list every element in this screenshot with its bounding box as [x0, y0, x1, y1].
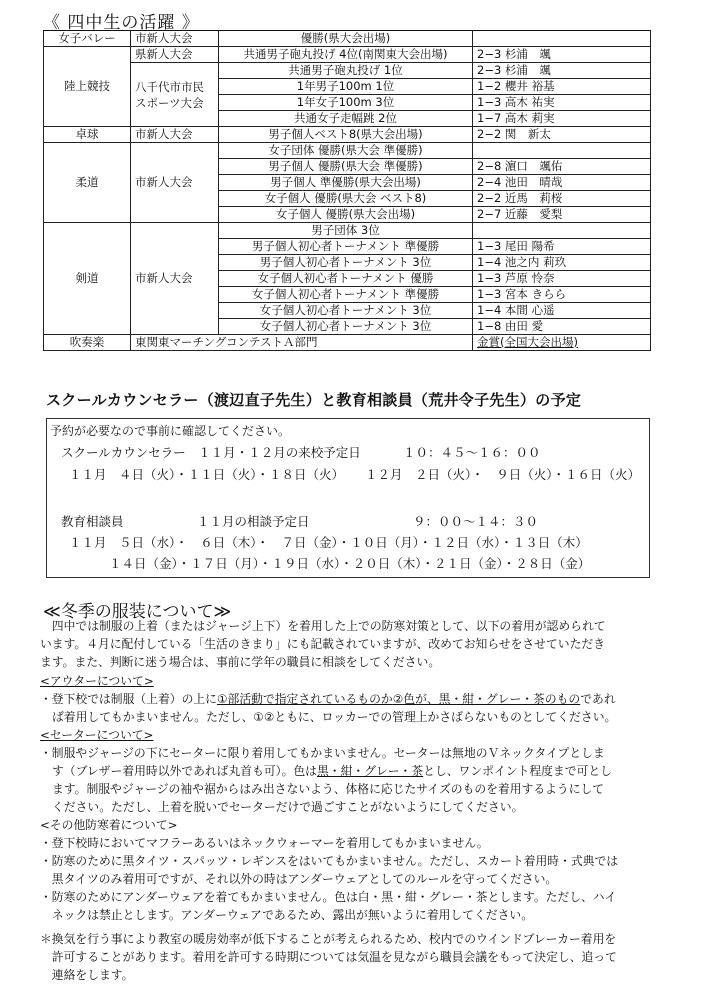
student-cell: 2−7 近藤 愛梨: [473, 207, 651, 223]
event-line: 八千代市市民: [135, 79, 204, 94]
table-row: [44, 63, 651, 79]
sweater-heading: <セーターについて>: [40, 728, 154, 742]
student-cell: 1−4 池之内 莉玖: [473, 255, 651, 271]
result-cell: 男子個人ベスト8(県大会出場): [219, 127, 473, 143]
sc-dates-nov: １１月 ４日（火）・１１日（火）・１８日（火）: [69, 467, 345, 482]
intro-line: ます。また、判断に迷う場合は、事前に学年の職員に相談をしてください。: [40, 655, 441, 669]
other-line: ネックは禁止とします。アンダーウェアであるため、露出が無いように着用してください。: [40, 908, 533, 922]
other-line: ・登下校時においてマフラーあるいはネックウォーマーを着用してもかまいません。: [40, 836, 489, 850]
sweater-line: ・制服やジャージの下にセーターに限り着用してもかまいません。セーターは無地のＶネックタイプとしま: [40, 746, 605, 760]
outer-underlined-1: ①部活動で指定されているものか: [216, 692, 393, 706]
student-cell: [473, 223, 651, 239]
counseling-title: スクールカウンセラー（渡辺直子先生）と教育相談員（荒井令子先生）の予定: [46, 391, 582, 409]
student-cell: 1−8 由田 愛: [473, 319, 651, 335]
result-cell: 1年男子100m 1位: [219, 79, 473, 95]
other-line: ・防寒のためにアンダーウェアを着てもかまいません。色は白・黒・紺・グレー・茶とします。ただし、ハイ: [40, 890, 617, 904]
result-cell: 共通男子砲丸投げ 1位: [219, 63, 473, 79]
student-cell: 2−3 杉浦 颯: [473, 63, 651, 79]
event-cell: 市新人大会: [131, 143, 219, 223]
winter-title: ≪冬季の服装について≫: [43, 602, 232, 622]
sweater-text: す（ブレザー着用時以外であれば丸首も可）。色は: [52, 764, 317, 778]
student-cell: 2−4 池田 晴哉: [473, 175, 651, 191]
other-heading: <その他防寒着について>: [40, 818, 178, 832]
club-cell: 柔道: [44, 143, 131, 223]
club-cell: 陸上競技: [44, 47, 131, 127]
result-cell: 男子個人 優勝(県大会 準優勝): [219, 159, 473, 175]
student-cell: 1−3 高木 祐実: [473, 95, 651, 111]
student-cell: 2−3 杉浦 颯: [473, 47, 651, 63]
counseling-box: [46, 418, 650, 578]
ec-dates-2: １４日（金）・１７日（月）・１９日（水）・２０日（木）・２１日（金）・２８日（金）: [109, 556, 591, 571]
result-cell: 女子個人 優勝(県大会 ベスト8): [219, 191, 473, 207]
table-row: [44, 143, 651, 159]
ec-period: １１月の相談予定日: [197, 514, 310, 529]
club-cell: 吹奏楽: [44, 335, 131, 351]
sweater-text: とし、ワンポイント程度まで可とし: [423, 764, 612, 778]
event-cell: 県新人大会: [131, 47, 219, 63]
event-cell: 市新人大会: [131, 127, 219, 143]
student-cell: 1−3 芦原 怜奈: [473, 271, 651, 287]
note-line: 連絡をします。: [40, 968, 134, 982]
event-cell: [131, 63, 219, 127]
outer-underlined-2: ②色が、黒・紺・グレー・茶のもの: [392, 692, 581, 706]
student-cell: 1−3 宮本 きらら: [473, 287, 651, 303]
windbreaker-note: [40, 930, 680, 984]
club-cell: 卓球: [44, 127, 131, 143]
result-cell: 優勝(県大会出場): [219, 31, 473, 47]
sweater-colors: 黒・紺・グレー・茶: [316, 764, 424, 778]
outer-line: ば着用してもかまいません。ただし、①②ともに、ロッカーでの管理上かさばらないものとしてください。: [52, 710, 617, 724]
result-cell: 女子個人初心者トーナメント 3位: [219, 319, 473, 335]
result-cell: 女子個人 優勝(県大会出場): [219, 207, 473, 223]
student-cell: [473, 143, 651, 159]
student-cell: 2−2 関 新太: [473, 127, 651, 143]
result-cell: 女子個人初心者トーナメント 準優勝: [219, 287, 473, 303]
note-line: ＊換気を行う事により教室の暖房効率が低下することが考えられるため、校内でのウインドブレーカー着用を: [40, 932, 617, 946]
ec-time: ９：００～１４：３０: [413, 514, 539, 529]
activities-table: [43, 30, 651, 351]
sweater-line: [40, 762, 680, 780]
sc-label: スクールカウンセラー １１月・１２月の来校予定日: [61, 445, 361, 460]
table-row: [44, 31, 651, 47]
result-cell: 共通男子砲丸投げ 4位(南関東大会出場): [219, 47, 473, 63]
result-cell: 女子個人初心者トーナメント 3位: [219, 303, 473, 319]
activities-title: 《 四中生の活躍 》: [43, 13, 200, 33]
outer-text: ・登下校では制服（上着）の上に: [40, 692, 217, 706]
result-cell: 女子個人初心者トーナメント 優勝: [219, 271, 473, 287]
award-text: 金賞(全国大会出場): [477, 335, 578, 349]
outer-section: [40, 672, 680, 726]
outer-text: であれ: [580, 692, 616, 706]
table-row: [44, 127, 651, 143]
sweater-line: ください。ただし、上着を脱いでセーターだけで過ごすことがないようにしてください。: [52, 800, 524, 814]
result-cell: 男子個人 準優勝(県大会出場): [219, 175, 473, 191]
note-line: 許可することがあります。着用を許可する時期については気温を見ながら職員会議をもって決定し、追って: [40, 950, 617, 964]
intro-line: います。４月に配付している「生活のきまり」にも記載されていますが、改めてお知らせをさせていただき: [40, 637, 605, 651]
sweater-line: ます。制服やジャージの袖や裾からはみ出さないよう、体格に応じたサイズのものを着用するようにして: [52, 782, 605, 796]
club-cell: 剣道: [44, 223, 131, 335]
ec-label: 教育相談員: [61, 514, 124, 529]
other-line: 黒タイツのみ着用可ですが、それ以外の時はアンダーウェアとしてのルールを守ってください。: [40, 872, 558, 886]
sc-time: １０：４５～１６：００: [403, 445, 541, 460]
event-cell: 市新人大会: [131, 31, 219, 47]
table-row: [44, 47, 651, 63]
other-section: [40, 816, 680, 924]
result-cell: 共通女子走幅跳 2位: [219, 111, 473, 127]
student-cell: 2−2 近馬 莉桜: [473, 191, 651, 207]
ec-dates-1: １１月 ５日（水）・ ６日（木）・ ７日（金）・１０日（月）・１２日（水）・１３日（木）: [69, 535, 588, 550]
outer-heading: <アウターについて>: [40, 674, 154, 688]
sweater-section: [40, 726, 680, 816]
event-cell: 東関東マーチングコンテストＡ部門: [131, 335, 473, 351]
event-line: スポーツ大会: [135, 95, 204, 110]
student-cell: 2−8 濵口 颯佑: [473, 159, 651, 175]
table-row: [44, 223, 651, 239]
result-cell: 男子個人初心者トーナメント 3位: [219, 255, 473, 271]
result-cell: 男子団体 3位: [219, 223, 473, 239]
winter-intro: [40, 617, 680, 671]
table-row: [44, 335, 651, 351]
student-cell: [473, 31, 651, 47]
result-cell: 男子個人初心者トーナメント 準優勝: [219, 239, 473, 255]
student-cell: [473, 335, 651, 351]
event-cell: 市新人大会: [131, 223, 219, 335]
student-cell: 1−2 櫻井 裕基: [473, 79, 651, 95]
intro-line: 四中では制服の上着（またはジャージ上下）を着用した上での防寒対策として、以下の着用が認められて: [40, 619, 606, 633]
outer-line: [40, 690, 680, 708]
student-cell: 1−3 尾田 陽希: [473, 239, 651, 255]
other-line: ・防寒のために黒タイツ・スパッツ・レギンスをはいてもかまいません。ただし、スカート着用時・式典では: [40, 854, 619, 868]
club-cell: 女子バレー: [44, 31, 131, 47]
reservation-note: 予約が必要なので事前に確認してください。: [50, 424, 291, 438]
student-cell: 1−4 本間 心遥: [473, 303, 651, 319]
sc-dates-dec: １２月 ２日（火）・ ９日（火）・１６日（火）: [365, 467, 641, 482]
result-cell: 1年女子100m 3位: [219, 95, 473, 111]
student-cell: 1−7 高木 莉実: [473, 111, 651, 127]
result-cell: 女子団体 優勝(県大会 準優勝): [219, 143, 473, 159]
